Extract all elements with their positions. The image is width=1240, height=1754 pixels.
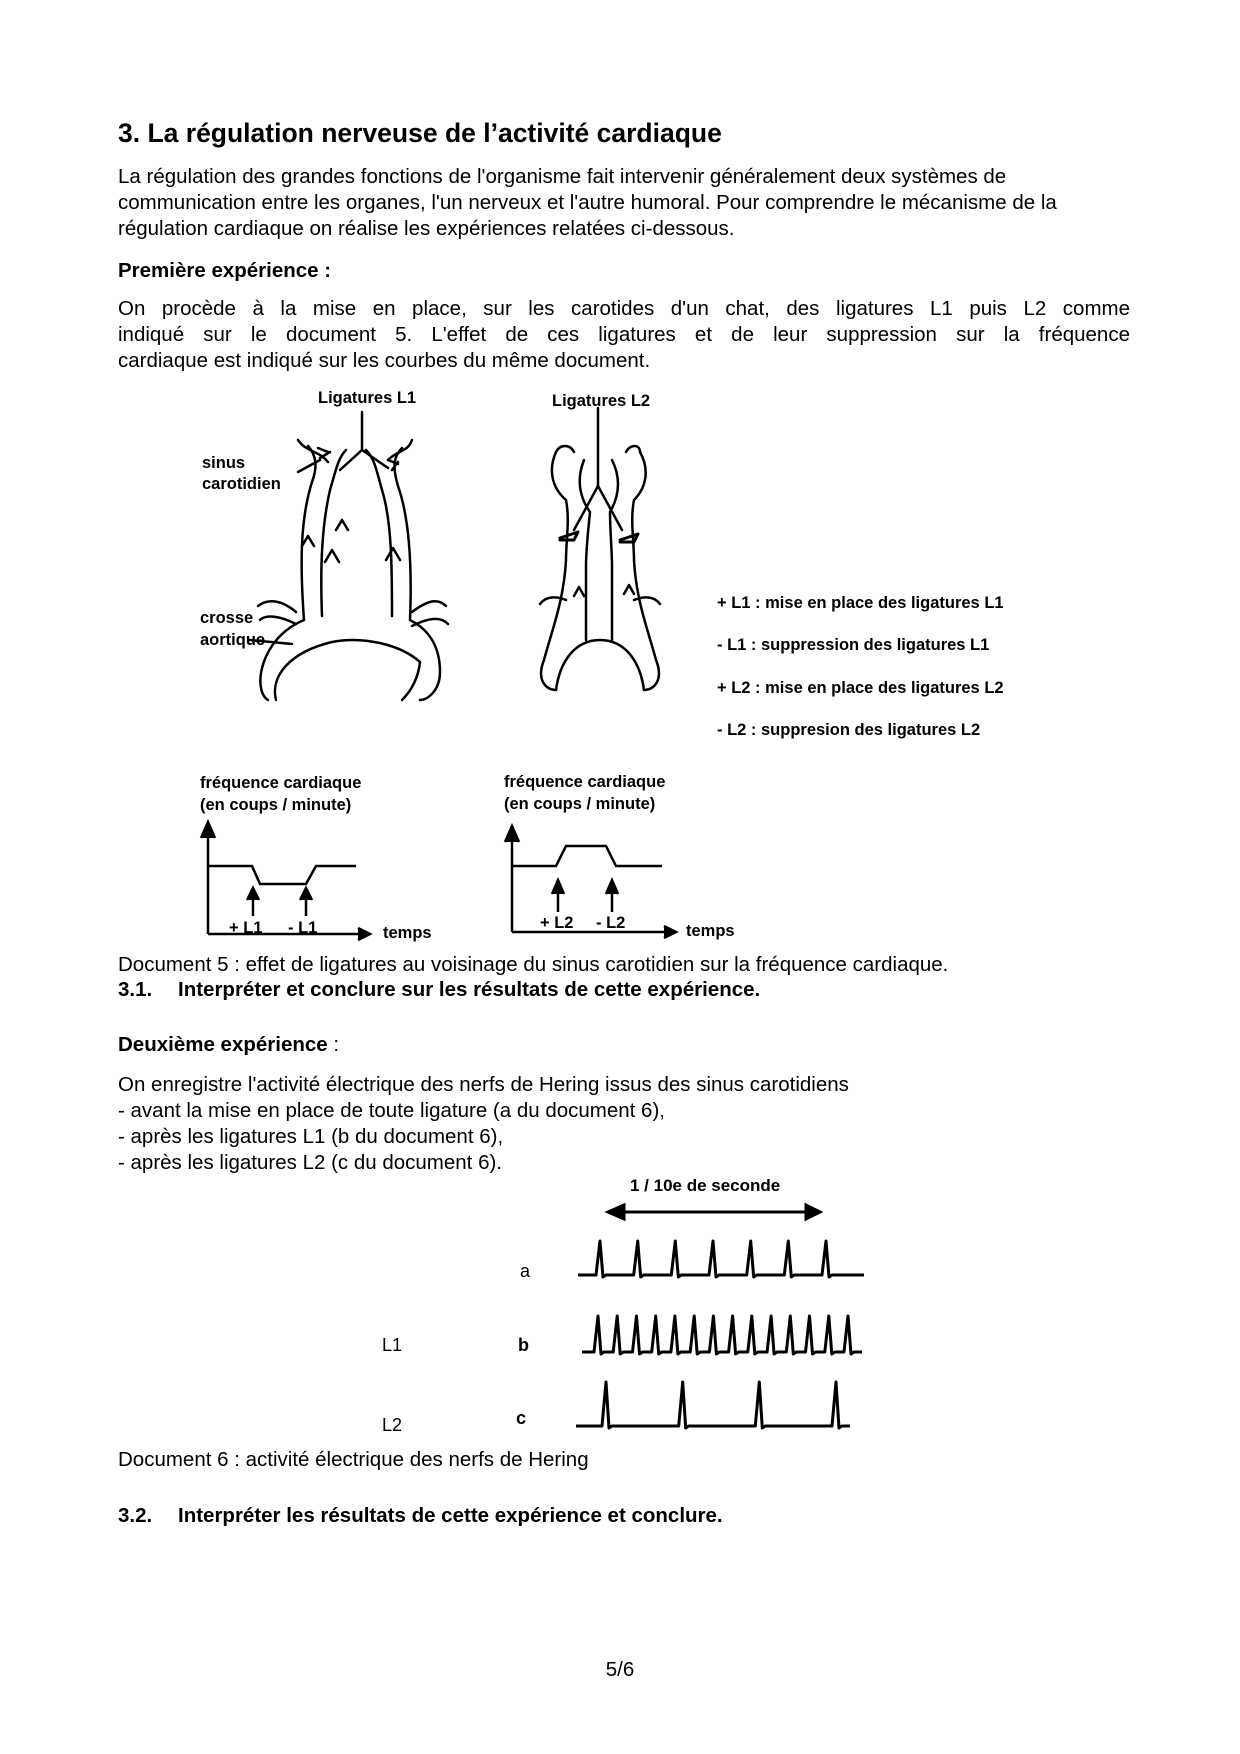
graph2 <box>505 826 676 938</box>
exp2-heading-text: Deuxième expérience <box>118 1033 328 1056</box>
exp2-line-4: - après les ligatures L2 (c du document 6). <box>118 1151 502 1174</box>
exp1-heading: Première expérience : <box>118 259 332 282</box>
exp2-heading <box>118 1032 339 1058</box>
question-3-1-text: Interpréter et conclure sur les résultats de cette expérience. <box>178 978 761 1001</box>
exp1-line-1: On procède à la mise en place, sur les carotides d'un chat, des ligatures L1 puis L2 comme <box>118 297 1130 320</box>
doc6-trace-b <box>582 1316 862 1354</box>
question-3-2-text: Interpréter les résultats de cette expérience et conclure. <box>178 1504 723 1527</box>
doc6-row-c-letter: c <box>516 1408 527 1428</box>
graph1-mark-minus: - L1 <box>288 919 318 937</box>
doc5-legend-4: - L2 : suppresion des ligatures L2 <box>717 721 981 739</box>
left-carotid-diagram <box>250 412 448 700</box>
doc5-crosse-1: crosse <box>200 609 254 627</box>
right-carotid-diagram <box>540 408 660 690</box>
exp2-line-3: - après les ligatures L1 (b du document 6), <box>118 1125 504 1148</box>
doc5-label-l2: Ligatures L2 <box>552 392 651 410</box>
doc5-legend-3: + L2 : mise en place des ligatures L2 <box>717 679 1004 697</box>
doc6-scale-label: 1 / 10e de seconde <box>630 1176 781 1195</box>
section-title: 3. La régulation nerveuse de l’activité cardiaque <box>118 118 722 148</box>
question-3-1-number: 3.1. <box>118 978 153 1001</box>
doc6-row-a-letter: a <box>520 1261 531 1281</box>
doc6-scale-arrow <box>608 1205 820 1219</box>
graph1-time-label: temps <box>383 924 432 942</box>
doc6-figure <box>0 1160 1240 1450</box>
doc5-figure <box>0 380 1240 950</box>
doc5-legend-2: - L1 : suppression des ligatures L1 <box>717 636 990 654</box>
graph2-time-label: temps <box>686 922 735 940</box>
doc5-legend-1: + L1 : mise en place des ligatures L1 <box>717 594 1004 612</box>
exp1-line-2: indiqué sur le document 5. L'effet de ces ligatures et de leur suppression sur la fréquence <box>118 323 1130 346</box>
doc5-sinus-1: sinus <box>202 454 246 472</box>
graph1-title-1: fréquence cardiaque <box>200 774 362 792</box>
intro-paragraph: La régulation des grandes fonctions de l'organisme fait intervenir généralement deux systèmes de communication entre les organes, l'un nerveux et l'autre humoral. Pour comprendre le mécanisme de la régulation cardiaque on réalise les expériences relatées ci-dessous. <box>118 165 1057 240</box>
graph1 <box>201 822 370 940</box>
doc5-caption: Document 5 : effet de ligatures au voisinage du sinus carotidien sur la fréquence cardiaque. <box>118 953 949 976</box>
graph2-title-1: fréquence cardiaque <box>504 773 666 791</box>
doc6-trace-a <box>578 1241 864 1277</box>
question-3-2-number: 3.2. <box>118 1504 153 1527</box>
graph2-mark-minus: - L2 <box>596 914 626 932</box>
doc6-row-b-side: L1 <box>382 1335 403 1355</box>
doc5-sinus-2: carotidien <box>202 475 281 493</box>
doc6-caption: Document 6 : activité électrique des nerfs de Hering <box>118 1448 589 1471</box>
graph2-mark-plus: + L2 <box>540 914 574 932</box>
graph1-title-2: (en coups / minute) <box>200 796 352 814</box>
exp2-line-2: - avant la mise en place de toute ligature (a du document 6), <box>118 1099 665 1122</box>
graph2-title-2: (en coups / minute) <box>504 795 656 813</box>
doc6-trace-c <box>576 1382 850 1428</box>
doc6-row-c-side: L2 <box>382 1415 403 1435</box>
exp2-heading-suffix: : <box>327 1033 340 1056</box>
doc5-crosse-2: aortique <box>200 631 266 649</box>
page-number: 5/6 <box>605 1658 635 1681</box>
question-3-2 <box>118 1504 723 1528</box>
doc6-row-b-letter: b <box>518 1335 529 1355</box>
graph1-mark-plus: + L1 <box>229 919 263 937</box>
question-3-1 <box>118 978 760 1002</box>
exp1-line-3: cardiaque est indiqué sur les courbes du même document. <box>118 349 651 372</box>
doc5-label-l1: Ligatures L1 <box>318 389 417 407</box>
exp2-line-1: On enregistre l'activité électrique des nerfs de Hering issus des sinus carotidiens <box>118 1073 849 1096</box>
